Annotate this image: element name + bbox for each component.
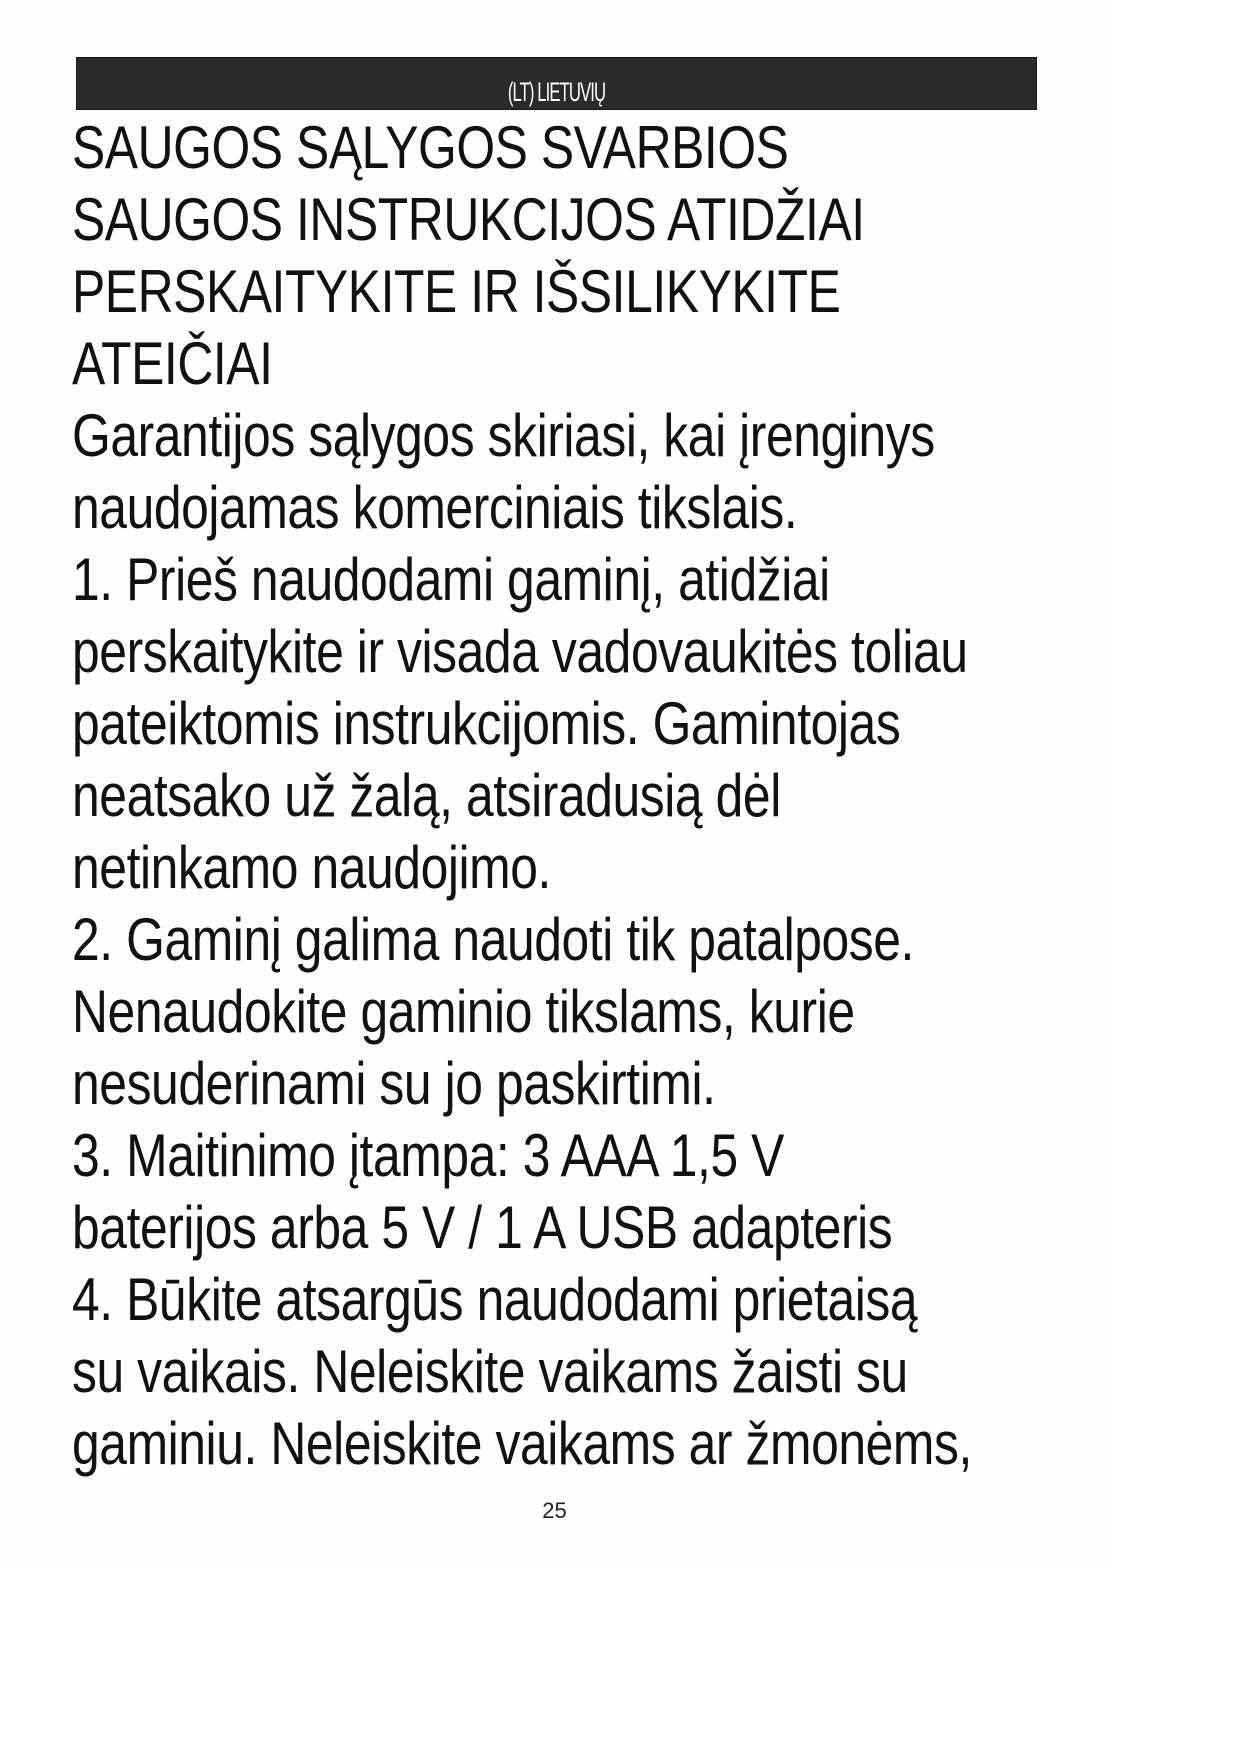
language-header-bar [76,57,1037,110]
body-text-line: su vaikais. Neleiskite vaikams žaisti su [72,1338,908,1405]
body-text-line: perskaitykite ir visada vadovaukitės toliau [72,618,968,685]
heading-line: PERSKAITYKITE IR IŠSILIKYKITE [72,258,841,325]
language-label: (LT) LIETUVIŲ [507,77,606,107]
body-text-line: Garantijos sąlygos skiriasi, kai įrenginys [72,402,935,469]
body-text-line: neatsako už žalą, atsiradusią dėl [72,762,781,829]
body-text-line: netinkamo naudojimo. [72,834,551,901]
body-text-line: Nenaudokite gaminio tikslams, kurie [72,978,855,1045]
body-text-line: gaminiu. Neleiskite vaikams ar žmonėms, [72,1410,972,1477]
body-text-line: 2. Gaminį galima naudoti tik patalpose. [72,906,914,973]
body-text-line: pateiktomis instrukcijomis. Gamintojas [72,690,901,757]
page-content [72,112,1052,1480]
body-text-line: naudojamas komerciniais tikslais. [72,474,798,541]
body-text-line: 4. Būkite atsargūs naudodami prietaisą [72,1266,918,1333]
heading-line: ATEIČIAI [72,330,273,397]
body-text-line: 1. Prieš naudodami gaminį, atidžiai [72,546,830,613]
heading-line: SAUGOS INSTRUKCIJOS ATIDŽIAI [72,186,865,253]
body-text-line: nesuderinami su jo paskirtimi. [72,1050,716,1117]
body-text-line: baterijos arba 5 V / 1 A USB adapteris [72,1194,893,1261]
heading-line: SAUGOS SĄLYGOS SVARBIOS [72,114,789,181]
body-text-line: 3. Maitinimo įtampa: 3 AAA 1,5 V [72,1122,784,1189]
page-number: 25 [542,1498,567,1523]
